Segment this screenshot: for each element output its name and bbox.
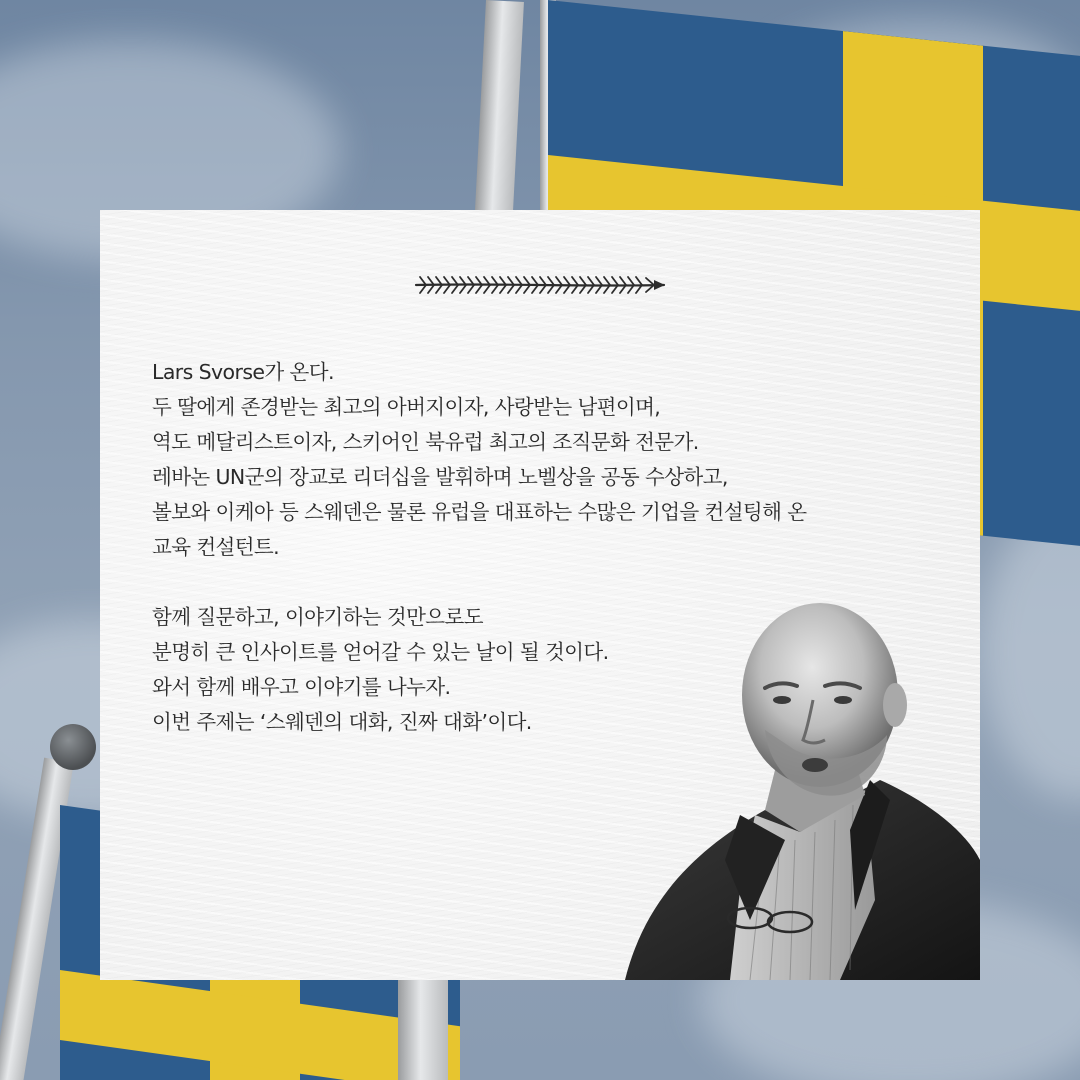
text-line: 함께 질문하고, 이야기하는 것만으로도 — [152, 605, 483, 629]
speaker-portrait — [625, 600, 980, 980]
text-line: 두 딸에게 존경받는 최고의 아버지이자, 사랑받는 남편이며, — [152, 395, 661, 419]
flag-pole — [398, 980, 448, 1080]
text-line: 와서 함께 배우고 이야기를 나누자. — [152, 675, 451, 699]
pole-finial — [50, 724, 96, 770]
text-line: 이번 주제는 ‘스웨덴의 대화, 진짜 대화’이다. — [152, 710, 532, 734]
text-line: 교육 컨설턴트. — [152, 535, 280, 559]
text-line: 분명히 큰 인사이트를 얻어갈 수 있는 날이 될 것이다. — [152, 640, 609, 664]
cloud — [980, 500, 1080, 800]
text-line: Lars Svorse가 온다. — [152, 360, 334, 384]
text-line: 볼보와 이케아 등 스웨덴은 물론 유럽을 대표하는 수많은 기업을 컨설팅해 온 — [152, 500, 807, 524]
paragraph-gap — [152, 565, 912, 600]
text-line: 레바논 UN군의 장교로 리더십을 발휘하며 노벨상을 공동 수상하고, — [152, 465, 728, 489]
arrow-fletching-divider-icon — [414, 272, 666, 298]
text-card — [100, 210, 980, 980]
text-line: 역도 메달리스트이자, 스키어인 북유럽 최고의 조직문화 전문가. — [152, 430, 699, 454]
